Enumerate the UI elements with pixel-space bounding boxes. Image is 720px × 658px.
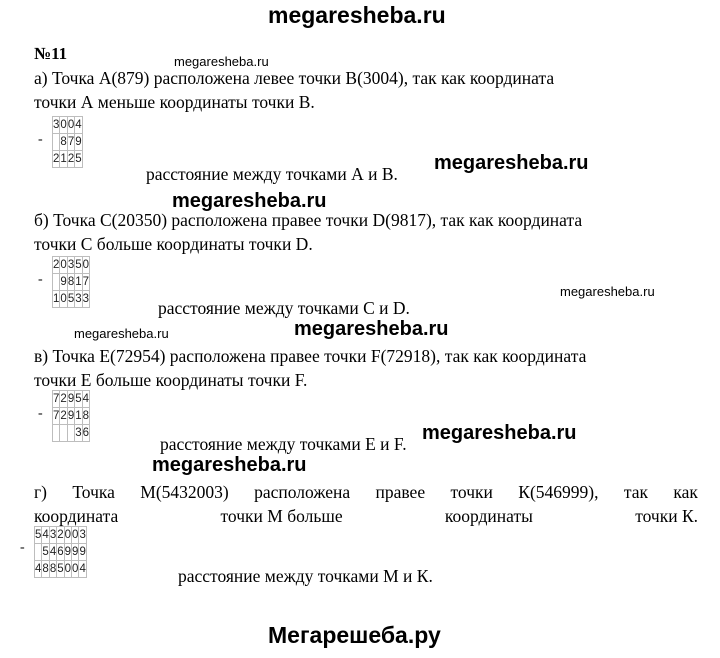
digit-cell: 3 bbox=[79, 527, 86, 544]
digit-cell bbox=[53, 425, 60, 442]
watermark: megaresheba.ru bbox=[74, 326, 169, 341]
word: координата bbox=[34, 506, 119, 526]
subtraction-table bbox=[52, 390, 90, 442]
digit-cell: 9 bbox=[67, 391, 74, 408]
word: М(5432003) bbox=[140, 482, 229, 502]
digit-cell: 6 bbox=[82, 425, 89, 442]
minus-sign: - bbox=[38, 272, 43, 287]
digit-cell: 8 bbox=[49, 561, 56, 578]
part-b-result: расстояние между точками С и D. bbox=[158, 298, 410, 318]
watermark: megaresheba.ru bbox=[152, 454, 307, 476]
digit-cell: 2 bbox=[53, 151, 60, 168]
word: так bbox=[623, 482, 648, 502]
part-b-line2: точки С больше координаты точки D. bbox=[34, 234, 313, 254]
digit-cell: 8 bbox=[42, 561, 49, 578]
digit-cell: 5 bbox=[75, 391, 82, 408]
digit-cell: 1 bbox=[60, 151, 67, 168]
minus-sign: - bbox=[38, 406, 43, 421]
subtraction-row bbox=[53, 117, 83, 134]
task-number: №11 bbox=[34, 44, 68, 63]
digit-cell: 9 bbox=[72, 544, 79, 561]
digit-cell: 5 bbox=[67, 291, 74, 308]
digit-cell: 3 bbox=[53, 117, 60, 134]
digit-cell: 3 bbox=[49, 527, 56, 544]
word: точки М больше bbox=[220, 506, 343, 526]
digit-cell: 8 bbox=[67, 274, 74, 291]
digit-cell: 2 bbox=[67, 151, 74, 168]
subtraction-row bbox=[35, 544, 87, 561]
digit-cell: 4 bbox=[49, 544, 56, 561]
digit-cell: 0 bbox=[67, 117, 74, 134]
digit-cell bbox=[53, 274, 60, 291]
digit-cell: 2 bbox=[57, 527, 64, 544]
part-a-result: расстояние между точками А и В. bbox=[146, 164, 398, 184]
digit-cell: 3 bbox=[75, 425, 82, 442]
minus-sign: - bbox=[20, 540, 25, 555]
footer-site-logo: Мегарешеба.ру bbox=[268, 622, 441, 648]
digit-cell: 9 bbox=[64, 544, 71, 561]
watermark: megaresheba.ru bbox=[172, 190, 327, 212]
digit-cell: 2 bbox=[60, 391, 67, 408]
digit-cell: 3 bbox=[67, 257, 74, 274]
digit-cell: 0 bbox=[64, 561, 71, 578]
digit-cell: 0 bbox=[82, 257, 89, 274]
subtraction-table bbox=[52, 256, 90, 308]
digit-cell: 0 bbox=[72, 527, 79, 544]
digit-cell: 5 bbox=[35, 527, 42, 544]
digit-cell: 9 bbox=[75, 134, 82, 151]
digit-cell: 7 bbox=[82, 274, 89, 291]
word: К(546999), bbox=[518, 482, 599, 502]
digit-cell: 7 bbox=[67, 134, 74, 151]
subtraction-table bbox=[34, 526, 87, 578]
digit-cell: 7 bbox=[53, 408, 60, 425]
watermark: megaresheba.ru bbox=[294, 318, 449, 340]
word: правее bbox=[375, 482, 426, 502]
digit-cell: 8 bbox=[60, 134, 67, 151]
digit-cell: 9 bbox=[79, 544, 86, 561]
part-g-result: расстояние между точками М и К. bbox=[178, 566, 433, 586]
subtraction-row bbox=[53, 257, 90, 274]
part-g-line1 bbox=[34, 482, 698, 503]
digit-cell: 5 bbox=[75, 257, 82, 274]
digit-cell bbox=[53, 134, 60, 151]
subtraction-row bbox=[53, 391, 90, 408]
word: расположена bbox=[254, 482, 351, 502]
watermark: megaresheba.ru bbox=[422, 422, 577, 444]
subtraction-row bbox=[53, 291, 90, 308]
minus-sign: - bbox=[38, 132, 43, 147]
digit-cell: 4 bbox=[79, 561, 86, 578]
digit-cell bbox=[67, 425, 74, 442]
digit-cell: 0 bbox=[60, 291, 67, 308]
watermark: megaresheba.ru bbox=[560, 284, 655, 299]
digit-cell: 1 bbox=[75, 274, 82, 291]
digit-cell: 4 bbox=[42, 527, 49, 544]
word: точки bbox=[450, 482, 493, 502]
digit-cell bbox=[35, 544, 42, 561]
subtraction-row bbox=[53, 408, 90, 425]
digit-cell: 0 bbox=[72, 561, 79, 578]
watermark: megaresheba.ru bbox=[434, 152, 589, 174]
subtraction-row bbox=[35, 527, 87, 544]
header-site-logo: megaresheba.ru bbox=[268, 2, 446, 28]
part-v-line2: точки Е больше координаты точки F. bbox=[34, 370, 308, 390]
digit-cell: 8 bbox=[82, 408, 89, 425]
subtraction-row bbox=[53, 274, 90, 291]
digit-cell bbox=[60, 425, 67, 442]
digit-cell: 4 bbox=[35, 561, 42, 578]
watermark: megaresheba.ru bbox=[174, 54, 269, 69]
digit-cell: 5 bbox=[42, 544, 49, 561]
digit-cell: 0 bbox=[60, 257, 67, 274]
part-a-line2: точки А меньше координаты точки В. bbox=[34, 92, 315, 112]
subtraction-row bbox=[53, 425, 90, 442]
part-a-line1: а) Точка А(879) расположена левее точки В(3004), так как координата bbox=[34, 68, 555, 88]
digit-cell: 5 bbox=[75, 151, 82, 168]
digit-cell: 4 bbox=[75, 117, 82, 134]
digit-cell: 3 bbox=[82, 291, 89, 308]
digit-cell: 1 bbox=[53, 291, 60, 308]
part-b-line1: б) Точка С(20350) расположена правее точки D(9817), так как координата bbox=[34, 210, 583, 230]
digit-cell: 5 bbox=[57, 561, 64, 578]
subtraction-row bbox=[35, 561, 87, 578]
word: координаты bbox=[444, 506, 533, 526]
word: точки К. bbox=[635, 506, 698, 526]
digit-cell: 2 bbox=[60, 408, 67, 425]
part-v-result: расстояние между точками Е и F. bbox=[160, 434, 407, 454]
subtraction-row bbox=[53, 134, 83, 151]
digit-cell: 9 bbox=[60, 274, 67, 291]
digit-cell: 0 bbox=[64, 527, 71, 544]
part-g-line2 bbox=[34, 506, 698, 527]
word: Точка bbox=[72, 482, 115, 502]
part-v-line1: в) Точка Е(72954) расположена правее точки F(72918), так как координата bbox=[34, 346, 587, 366]
digit-cell: 0 bbox=[60, 117, 67, 134]
word: г) bbox=[34, 482, 48, 502]
digit-cell: 9 bbox=[67, 408, 74, 425]
digit-cell: 7 bbox=[53, 391, 60, 408]
subtraction-table bbox=[52, 116, 83, 168]
digit-cell: 2 bbox=[53, 257, 60, 274]
digit-cell: 4 bbox=[82, 391, 89, 408]
subtraction-row bbox=[53, 151, 83, 168]
digit-cell: 3 bbox=[75, 291, 82, 308]
digit-cell: 6 bbox=[57, 544, 64, 561]
word: как bbox=[673, 482, 698, 502]
digit-cell: 1 bbox=[75, 408, 82, 425]
